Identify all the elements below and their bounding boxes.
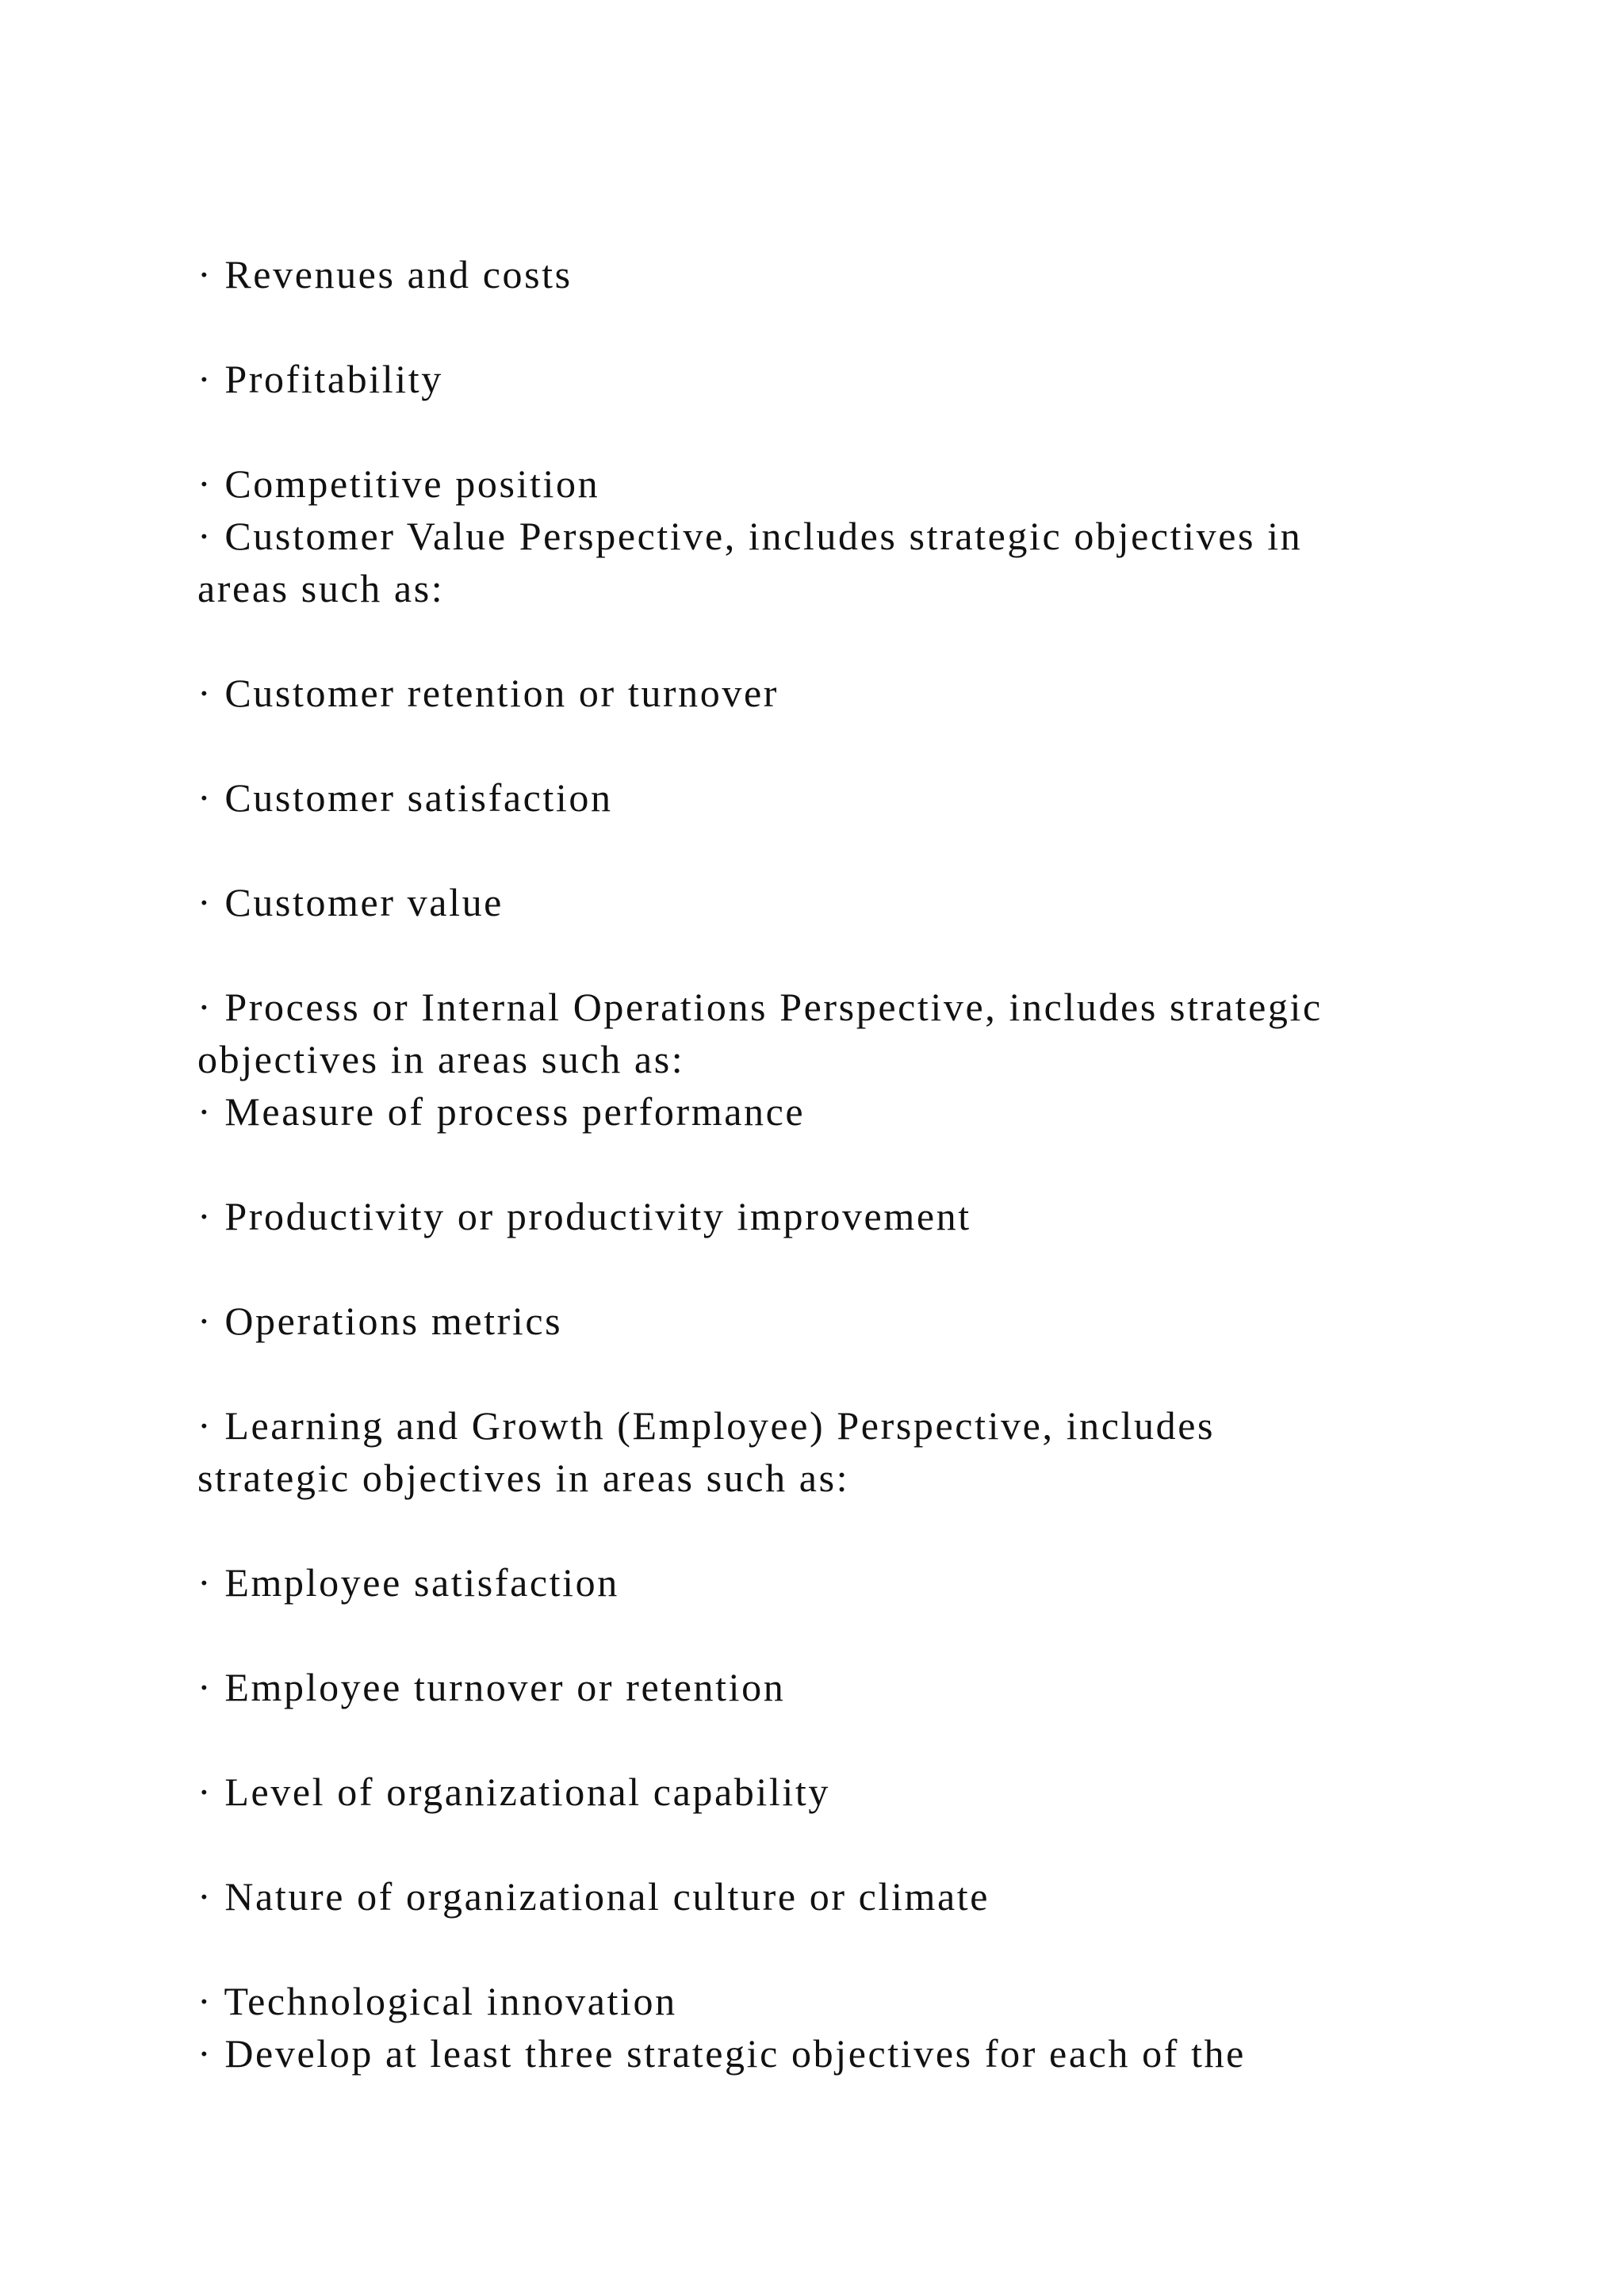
bullet-customer-satisfaction: · Customer satisfaction xyxy=(197,775,613,820)
bullet-customer-value: · Customer value xyxy=(197,880,504,924)
bullet-learning-growth-perspective: · Learning and Growth (Employee) Perspective, includes xyxy=(197,1403,1216,1448)
bullet-technological-innovation: · Technological innovation xyxy=(197,1979,677,2023)
bullet-profitability: · Profitability xyxy=(197,357,443,401)
bullet-process-performance: · Measure of process performance xyxy=(197,1089,806,1134)
learning-growth-perspective-continuation: strategic objectives in areas such as: xyxy=(197,1456,850,1500)
bullet-customer-retention: · Customer retention or turnover xyxy=(197,671,779,715)
bullet-organizational-capability: · Level of organizational capability xyxy=(197,1770,830,1814)
bullet-customer-value-perspective: · Customer Value Perspective, includes strategic objectives in xyxy=(197,514,1303,558)
customer-value-perspective-continuation: areas such as: xyxy=(197,566,445,610)
bullet-revenues-and-costs: · Revenues and costs xyxy=(197,252,573,297)
bullet-competitive-position: · Competitive position xyxy=(197,461,600,506)
bullet-organizational-culture: · Nature of organizational culture or climate xyxy=(197,1874,990,1919)
process-perspective-continuation: objectives in areas such as: xyxy=(197,1037,685,1081)
bullet-productivity: · Productivity or productivity improvement xyxy=(197,1194,971,1238)
bullet-operations-metrics: · Operations metrics xyxy=(197,1299,563,1343)
bullet-develop-objectives: · Develop at least three strategic objectives for each of the xyxy=(197,2031,1246,2076)
bullet-process-perspective: · Process or Internal Operations Perspective, includes strategic xyxy=(197,985,1323,1029)
bullet-employee-turnover: · Employee turnover or retention xyxy=(197,1665,786,1709)
bullet-employee-satisfaction: · Employee satisfaction xyxy=(197,1560,619,1605)
